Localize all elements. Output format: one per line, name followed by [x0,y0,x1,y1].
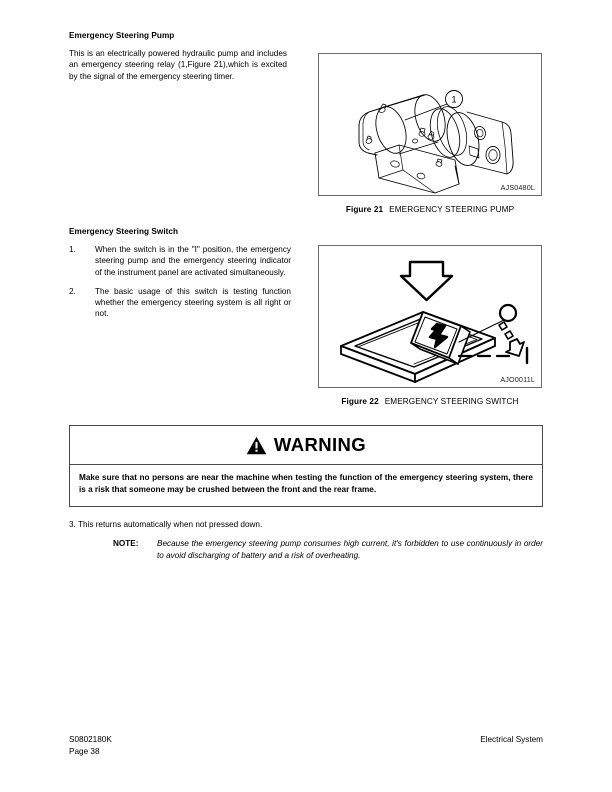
figure-21-image-box [318,53,542,196]
note-text: Because the emergency steering pump consumes high current, it's forbidden to use continuously in order to avoid discharging of battery and a risk of overheating. [157,539,543,560]
section1-paragraph: This is an electrically powered hydraulic pump and includes an emergency steering relay (1,Figure 21),which is excited by the signal of the emergency steering timer. [69,49,287,81]
list-item-text: When the switch is in the "I" position, the emergency steering pump and the emergency steering indicator of the instrument panel are activated simultaneously. [95,245,291,277]
figure-21-caption-label: Figure 21 [345,205,384,214]
note-label: NOTE: [113,539,139,548]
figure-21-caption-title: EMERGENCY STEERING PUMP [389,205,515,214]
figure-22-caption-title: EMERGENCY STEERING SWITCH [384,397,519,406]
footer-section-name: Electrical System [480,735,543,744]
figure-21-callout-1: 1 [451,94,457,105]
footer-left [69,734,112,758]
note-block [113,538,543,561]
figure-21-caption [318,205,542,214]
warning-triangle-icon [246,436,267,455]
warning-header [70,426,542,465]
list-item [69,244,291,278]
warning-text: Make sure that no persons are near the machine when testing the function of the emergency steering system, there is a risk that someone may be crushed between the front and the rear frame. [79,473,533,494]
section-heading-emergency-steering-pump: Emergency Steering Pump [69,31,175,40]
emergency-steering-switch-drawing [319,246,541,387]
section2-numbered-list [69,244,291,328]
section2-item-3: 3. This returns automatically when not pressed down. [69,520,263,529]
emergency-steering-pump-drawing [319,54,541,195]
warning-title: WARNING [273,434,367,455]
list-item-number: 2. [69,286,76,296]
figure-21-code: AJS0480L [500,183,535,192]
figure-22-code: AJO0011L [500,375,535,384]
figure-22-image-box [318,245,542,388]
list-item [69,286,291,320]
footer-page-label: Page 38 [69,747,100,756]
figure-22-caption-label: Figure 22 [341,397,379,406]
list-item-text: The basic usage of this switch is testing function whether the emergency steering system is all right or not. [95,286,291,319]
figure-22-caption [318,397,542,406]
warning-box [69,425,543,507]
section-heading-emergency-steering-switch: Emergency Steering Switch [69,227,179,236]
list-item-number: 1. [69,245,76,254]
footer-doc-code: S0802180K [69,735,112,744]
